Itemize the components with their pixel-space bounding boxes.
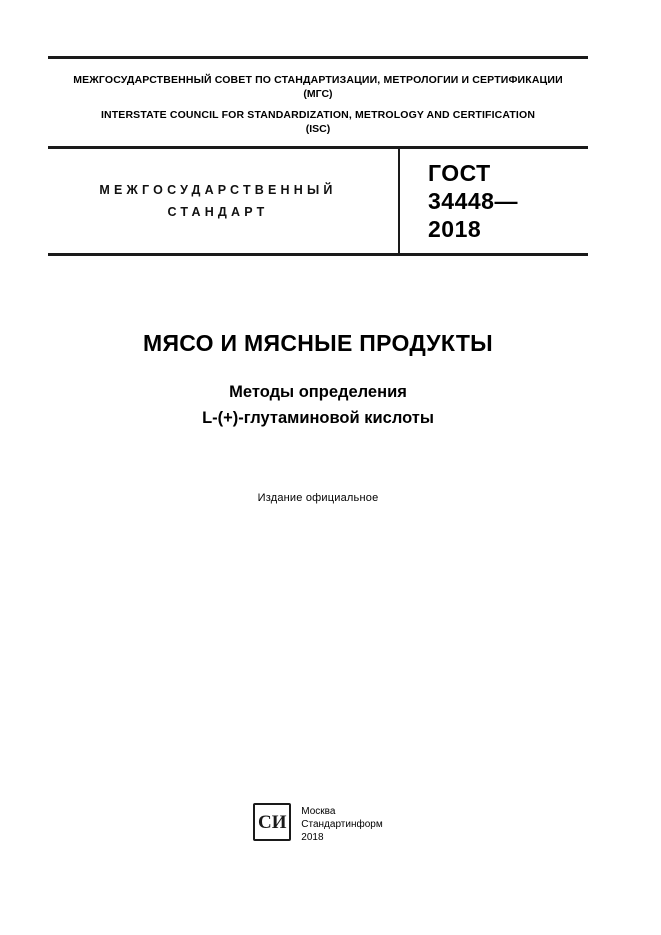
standard-designation-band bbox=[48, 149, 588, 253]
standard-kind-line2: СТАНДАРТ bbox=[167, 205, 269, 219]
standard-number bbox=[400, 149, 588, 253]
page-content bbox=[48, 56, 588, 886]
standard-number-line1: ГОСТ bbox=[428, 160, 491, 186]
publisher-name: Стандартинформ bbox=[301, 819, 383, 830]
document-subtitle-line2: L-(+)-глутаминовой кислоты bbox=[202, 409, 434, 427]
publisher-text bbox=[301, 803, 382, 844]
standard-number-line3: 2018 bbox=[428, 216, 482, 242]
logo-glyph-text: СИ bbox=[258, 811, 287, 833]
standard-kind bbox=[48, 149, 398, 253]
standartinform-logo-icon bbox=[253, 803, 291, 841]
title-area bbox=[48, 256, 588, 430]
publisher-block bbox=[48, 803, 588, 844]
council-block bbox=[48, 59, 588, 146]
council-name-ru: МЕЖГОСУДАРСТВЕННЫЙ СОВЕТ ПО СТАНДАРТИЗАЦИИ, МЕТРОЛОГИИ И СЕРТИФИКАЦИИ bbox=[73, 74, 563, 86]
document-subtitle-line1: Методы определения bbox=[229, 383, 407, 401]
council-abbr-ru: (МГС) bbox=[303, 88, 333, 100]
edition-note: Издание официальное bbox=[257, 492, 379, 504]
standard-number-line2: 34448— bbox=[428, 188, 518, 214]
council-spacer bbox=[48, 101, 588, 108]
publisher-year: 2018 bbox=[301, 832, 324, 843]
standard-kind-line1: МЕЖГОСУДАРСТВЕННЫЙ bbox=[99, 183, 337, 197]
council-abbr-en: (ISC) bbox=[305, 123, 331, 135]
document-title: МЯСО И МЯСНЫЕ ПРОДУКТЫ bbox=[143, 330, 493, 356]
council-name-en: INTERSTATE COUNCIL FOR STANDARDIZATION, METROLOGY AND CERTIFICATION bbox=[100, 109, 536, 121]
publisher-city: Москва bbox=[301, 806, 336, 817]
